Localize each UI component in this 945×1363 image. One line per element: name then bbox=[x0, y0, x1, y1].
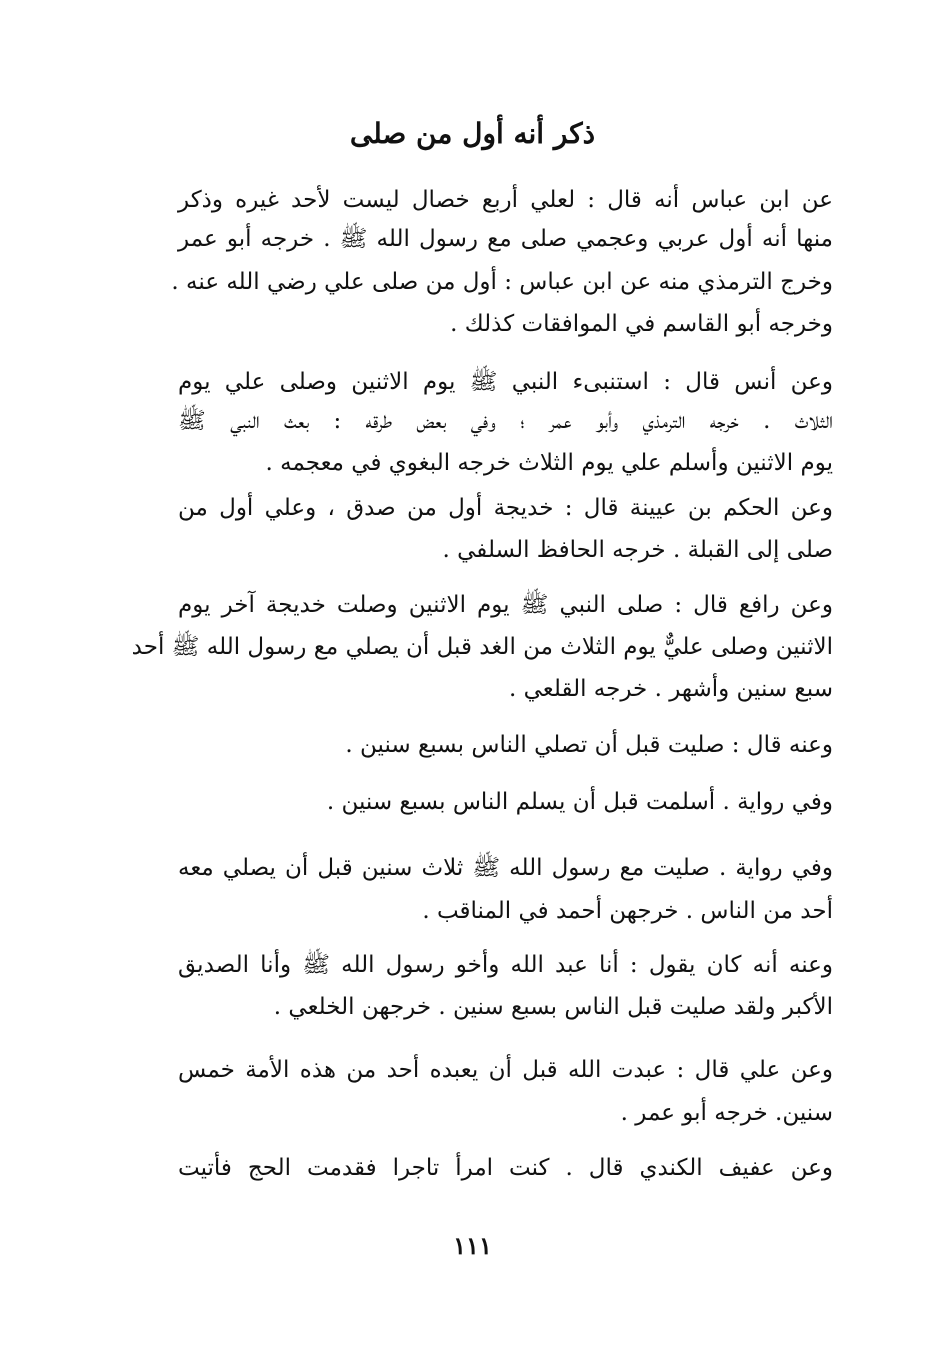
text-line: وعن رافع قال : صلى النبي ﷺ يوم الاثنين وصلت خديجة آخر يوم bbox=[178, 592, 833, 618]
text-line: الثلاث . خرجه الترمذي وأبو عمر ؛ وفي بعض طرقه : بعث النبي ﷺ bbox=[178, 408, 833, 434]
text-line: وعن الحكم بن عيينة قال : خديجة أول من صدق ، وعلي أول من bbox=[178, 495, 833, 521]
text-line: وعنه قال : صليت قبل أن تصلي الناس بسبع سنين . bbox=[345, 732, 833, 758]
text-line: الأكبر ولقد صليت قبل الناس بسبع سنين . خرجهن الخلعي . bbox=[273, 994, 833, 1020]
text-line: يوم الاثنين وأسلم علي يوم الثلاث خرجه البغوي في معجمه . bbox=[265, 450, 833, 476]
text-line: وعنه أنه كان يقول : أنا عبد الله وأخو رسول الله ﷺ وأنا الصديق bbox=[178, 952, 833, 978]
text-line: أحد من الناس . خرجهن أحمد في المناقب . bbox=[422, 898, 833, 924]
text-line: وعن أنس قال : استنبىء النبي ﷺ يوم الاثنين وصلى علي يوم bbox=[178, 369, 833, 395]
text-line: وخرجه أبو القاسم في الموافقات كذلك . bbox=[450, 311, 833, 337]
text-line: صلى إلى القبلة . خرجه الحافظ السلفي . bbox=[442, 537, 833, 563]
text-line: وفي رواية . أسلمت قبل أن يسلم الناس بسبع سنين . bbox=[326, 789, 833, 815]
text-line: سبع سنين وأشهر . خرجه القلعي . bbox=[508, 676, 833, 702]
text-line: وعن عفيف الكندي قال . كنت امرأ تاجرا فقدمت الحج فأتيت bbox=[178, 1155, 833, 1181]
text-line: سنين. خرجه أبو عمر . bbox=[620, 1100, 833, 1126]
text-line: عن ابن عباس أنه قال : لعلي أربع خصال ليست لأحد غيره وذكر bbox=[178, 187, 833, 213]
page-title: ذكر أنه أول من صلى bbox=[349, 117, 596, 150]
text-line: وخرج الترمذي منه عن ابن عباس : أول من صلى علي رضي الله عنه . bbox=[171, 269, 833, 295]
page-number: ١١١ bbox=[453, 1231, 492, 1260]
text-line: وعن علي قال : عبدت الله قبل أن يعبده أحد من هذه الأمة خمس bbox=[178, 1057, 833, 1083]
text-line: الاثنين وصلى عليٌّ يوم الثلاث من الغد قبل أن يصلي مع رسول الله ﷺ أحد bbox=[131, 634, 833, 660]
text-line: وفي رواية . صليت مع رسول الله ﷺ ثلاث سنين قبل أن يصلي معه bbox=[178, 855, 833, 881]
text-line: منها أنه أول عربي وعجمي صلى مع رسول الله ﷺ . خرجه أبو عمر bbox=[178, 226, 833, 252]
